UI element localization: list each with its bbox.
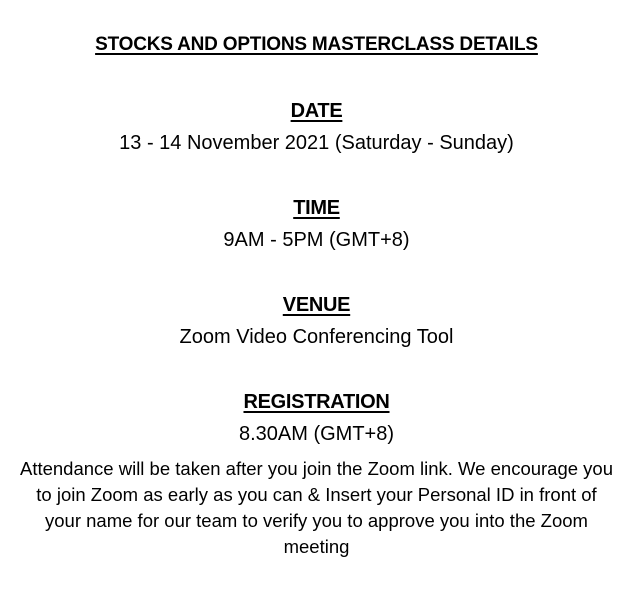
venue-heading: VENUE bbox=[282, 294, 351, 316]
registration-section bbox=[0, 389, 633, 447]
page-title: STOCKS AND OPTIONS MASTERCLASS DETAILS bbox=[95, 34, 538, 55]
registration-heading: REGISTRATION bbox=[243, 391, 390, 413]
venue-value: Zoom Video Conferencing Tool bbox=[179, 326, 454, 348]
date-value: 13 - 14 November 2021 (Saturday - Sunday) bbox=[119, 132, 514, 154]
venue-section bbox=[0, 292, 633, 350]
date-section bbox=[0, 98, 633, 156]
registration-value: 8.30AM (GMT+8) bbox=[238, 423, 395, 445]
time-heading: TIME bbox=[293, 197, 340, 219]
time-section bbox=[0, 195, 633, 253]
time-value: 9AM - 5PM (GMT+8) bbox=[223, 229, 410, 251]
registration-note: Attendance will be taken after you join the Zoom link. We encourage you to join Zoom as early as you can & Insert your Personal ID in front of your name for our team to verify you to approve you into the Zoom meeting bbox=[19, 458, 614, 557]
date-heading: DATE bbox=[290, 100, 343, 122]
registration-note-section bbox=[0, 456, 633, 560]
